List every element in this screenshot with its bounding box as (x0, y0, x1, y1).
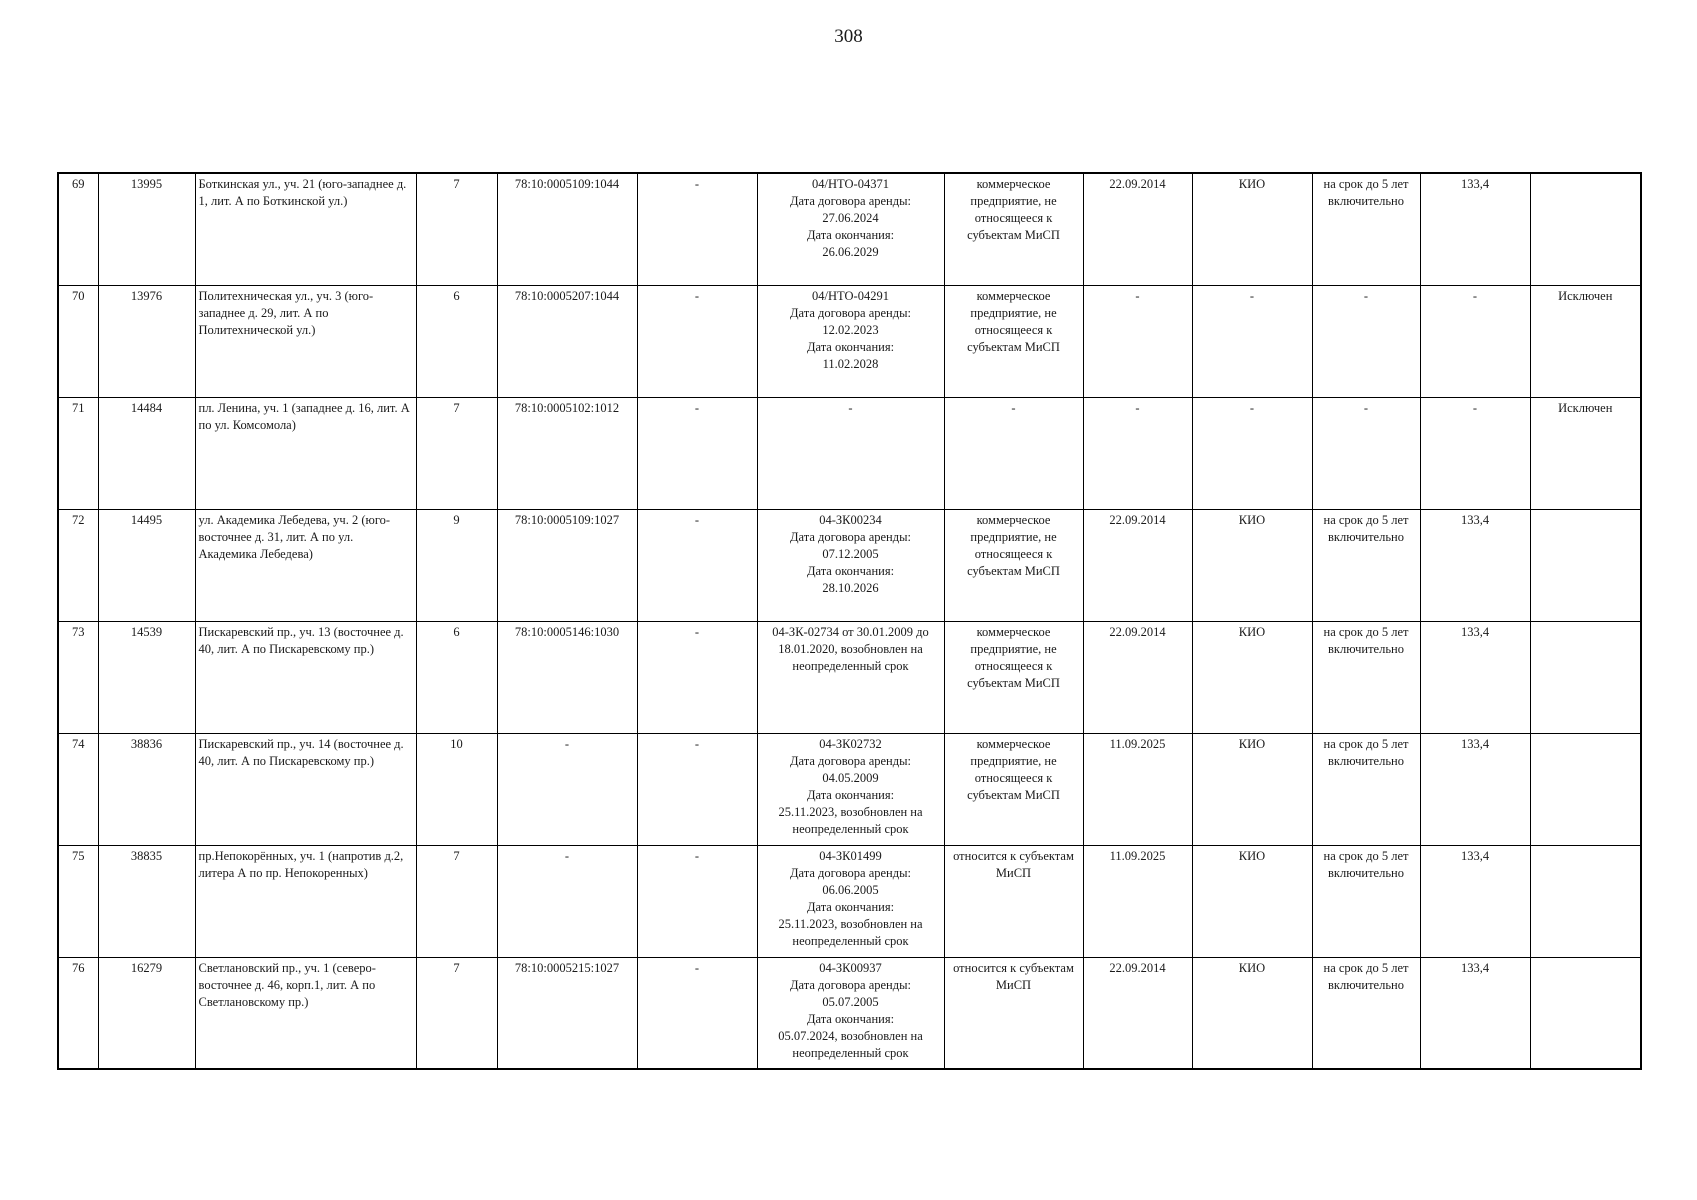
address-cell: пл. Ленина, уч. 1 (западнее д. 16, лит. А по ул. Комсомола) (195, 397, 416, 509)
contract-cell: 04-ЗК00937 Дата договора аренды: 05.07.2005 Дата окончания: 05.07.2024, возобновлен на неопределенный срок (757, 957, 944, 1069)
tenant-category-cell: коммерческое предприятие, не относящееся к субъектам МиСП (944, 621, 1083, 733)
registry-table (57, 172, 1642, 1070)
date-cell: - (1083, 397, 1192, 509)
term-cell: на срок до 5 лет включительно (1312, 173, 1420, 285)
table-row (58, 621, 1641, 733)
tenant-category-cell: относится к субъектам МиСП (944, 845, 1083, 957)
object-id-cell: 38835 (98, 845, 195, 957)
row-number-cell: 69 (58, 173, 98, 285)
object-id-cell: 14484 (98, 397, 195, 509)
dash-cell: - (637, 845, 757, 957)
dash-cell: - (637, 509, 757, 621)
term-cell: на срок до 5 лет включительно (1312, 733, 1420, 845)
object-id-cell: 16279 (98, 957, 195, 1069)
table-row (58, 845, 1641, 957)
contract-cell: 04-ЗК00234 Дата договора аренды: 07.12.2005 Дата окончания: 28.10.2026 (757, 509, 944, 621)
date-cell: 11.09.2025 (1083, 733, 1192, 845)
area-cell: 6 (416, 621, 497, 733)
area-cell: 7 (416, 957, 497, 1069)
cadastral-number-cell: - (497, 733, 637, 845)
area-cell: 10 (416, 733, 497, 845)
value-cell: - (1420, 285, 1530, 397)
dash-cell: - (637, 957, 757, 1069)
row-number-cell: 76 (58, 957, 98, 1069)
organization-cell: КИО (1192, 957, 1312, 1069)
value-cell: 133,4 (1420, 509, 1530, 621)
cadastral-number-cell: 78:10:0005207:1044 (497, 285, 637, 397)
value-cell: 133,4 (1420, 621, 1530, 733)
date-cell: 22.09.2014 (1083, 173, 1192, 285)
note-cell (1530, 509, 1641, 621)
term-cell: на срок до 5 лет включительно (1312, 621, 1420, 733)
area-cell: 9 (416, 509, 497, 621)
address-cell: Пискаревский пр., уч. 14 (восточнее д. 40, лит. А по Пискаревскому пр.) (195, 733, 416, 845)
object-id-cell: 13976 (98, 285, 195, 397)
value-cell: 133,4 (1420, 733, 1530, 845)
object-id-cell: 14539 (98, 621, 195, 733)
table-row (58, 509, 1641, 621)
table-row (58, 397, 1641, 509)
note-cell (1530, 957, 1641, 1069)
date-cell: - (1083, 285, 1192, 397)
cadastral-number-cell: 78:10:0005109:1044 (497, 173, 637, 285)
organization-cell: КИО (1192, 845, 1312, 957)
note-cell (1530, 733, 1641, 845)
date-cell: 11.09.2025 (1083, 845, 1192, 957)
organization-cell: КИО (1192, 173, 1312, 285)
note-cell (1530, 173, 1641, 285)
area-cell: 7 (416, 173, 497, 285)
term-cell: - (1312, 397, 1420, 509)
contract-cell: 04/НТО-04371 Дата договора аренды: 27.06.2024 Дата окончания: 26.06.2029 (757, 173, 944, 285)
value-cell: - (1420, 397, 1530, 509)
cadastral-number-cell: 78:10:0005109:1027 (497, 509, 637, 621)
contract-cell: - (757, 397, 944, 509)
object-id-cell: 14495 (98, 509, 195, 621)
object-id-cell: 38836 (98, 733, 195, 845)
dash-cell: - (637, 621, 757, 733)
table-row (58, 733, 1641, 845)
date-cell: 22.09.2014 (1083, 509, 1192, 621)
dash-cell: - (637, 733, 757, 845)
object-id-cell: 13995 (98, 173, 195, 285)
address-cell: Политехническая ул., уч. 3 (юго-западнее д. 29, лит. А по Политехнической ул.) (195, 285, 416, 397)
area-cell: 7 (416, 397, 497, 509)
tenant-category-cell: коммерческое предприятие, не относящееся к субъектам МиСП (944, 733, 1083, 845)
row-number-cell: 70 (58, 285, 98, 397)
value-cell: 133,4 (1420, 957, 1530, 1069)
organization-cell: - (1192, 285, 1312, 397)
tenant-category-cell: относится к субъектам МиСП (944, 957, 1083, 1069)
page-number: 308 (834, 26, 863, 47)
address-cell: ул. Академика Лебедева, уч. 2 (юго-восточнее д. 31, лит. А по ул. Академика Лебедева) (195, 509, 416, 621)
term-cell: на срок до 5 лет включительно (1312, 957, 1420, 1069)
area-cell: 7 (416, 845, 497, 957)
value-cell: 133,4 (1420, 845, 1530, 957)
contract-cell: 04-ЗК02732 Дата договора аренды: 04.05.2009 Дата окончания: 25.11.2023, возобновлен на неопределенный срок (757, 733, 944, 845)
organization-cell: КИО (1192, 733, 1312, 845)
note-cell (1530, 621, 1641, 733)
row-number-cell: 72 (58, 509, 98, 621)
contract-cell: 04-ЗК-02734 от 30.01.2009 до 18.01.2020, возобновлен на неопределенный срок (757, 621, 944, 733)
row-number-cell: 74 (58, 733, 98, 845)
organization-cell: КИО (1192, 621, 1312, 733)
dash-cell: - (637, 285, 757, 397)
cadastral-number-cell: 78:10:0005215:1027 (497, 957, 637, 1069)
address-cell: Пискаревский пр., уч. 13 (восточнее д. 40, лит. А по Пискаревскому пр.) (195, 621, 416, 733)
term-cell: на срок до 5 лет включительно (1312, 509, 1420, 621)
organization-cell: - (1192, 397, 1312, 509)
term-cell: на срок до 5 лет включительно (1312, 845, 1420, 957)
date-cell: 22.09.2014 (1083, 957, 1192, 1069)
cadastral-number-cell: 78:10:0005102:1012 (497, 397, 637, 509)
note-cell (1530, 845, 1641, 957)
address-cell: пр.Непокорённых, уч. 1 (напротив д.2, литера А по пр. Непокоренных) (195, 845, 416, 957)
table-row (58, 285, 1641, 397)
dash-cell: - (637, 173, 757, 285)
value-cell: 133,4 (1420, 173, 1530, 285)
contract-cell: 04/НТО-04291 Дата договора аренды: 12.02.2023 Дата окончания: 11.02.2028 (757, 285, 944, 397)
tenant-category-cell: коммерческое предприятие, не относящееся к субъектам МиСП (944, 173, 1083, 285)
row-number-cell: 75 (58, 845, 98, 957)
organization-cell: КИО (1192, 509, 1312, 621)
tenant-category-cell: коммерческое предприятие, не относящееся к субъектам МиСП (944, 509, 1083, 621)
tenant-category-cell: коммерческое предприятие, не относящееся к субъектам МиСП (944, 285, 1083, 397)
term-cell: - (1312, 285, 1420, 397)
row-number-cell: 73 (58, 621, 98, 733)
row-number-cell: 71 (58, 397, 98, 509)
dash-cell: - (637, 397, 757, 509)
date-cell: 22.09.2014 (1083, 621, 1192, 733)
note-cell: Исключен (1530, 397, 1641, 509)
address-cell: Светлановский пр., уч. 1 (северо-восточнее д. 46, корп.1, лит. А по Светлановскому пр.) (195, 957, 416, 1069)
note-cell: Исключен (1530, 285, 1641, 397)
address-cell: Боткинская ул., уч. 21 (юго-западнее д. 1, лит. А по Боткинской ул.) (195, 173, 416, 285)
cadastral-number-cell: 78:10:0005146:1030 (497, 621, 637, 733)
tenant-category-cell: - (944, 397, 1083, 509)
registry-rows (58, 173, 1641, 1069)
area-cell: 6 (416, 285, 497, 397)
contract-cell: 04-ЗК01499 Дата договора аренды: 06.06.2005 Дата окончания: 25.11.2023, возобновлен на неопределенный срок (757, 845, 944, 957)
cadastral-number-cell: - (497, 845, 637, 957)
table-row (58, 957, 1641, 1069)
table-row (58, 173, 1641, 285)
